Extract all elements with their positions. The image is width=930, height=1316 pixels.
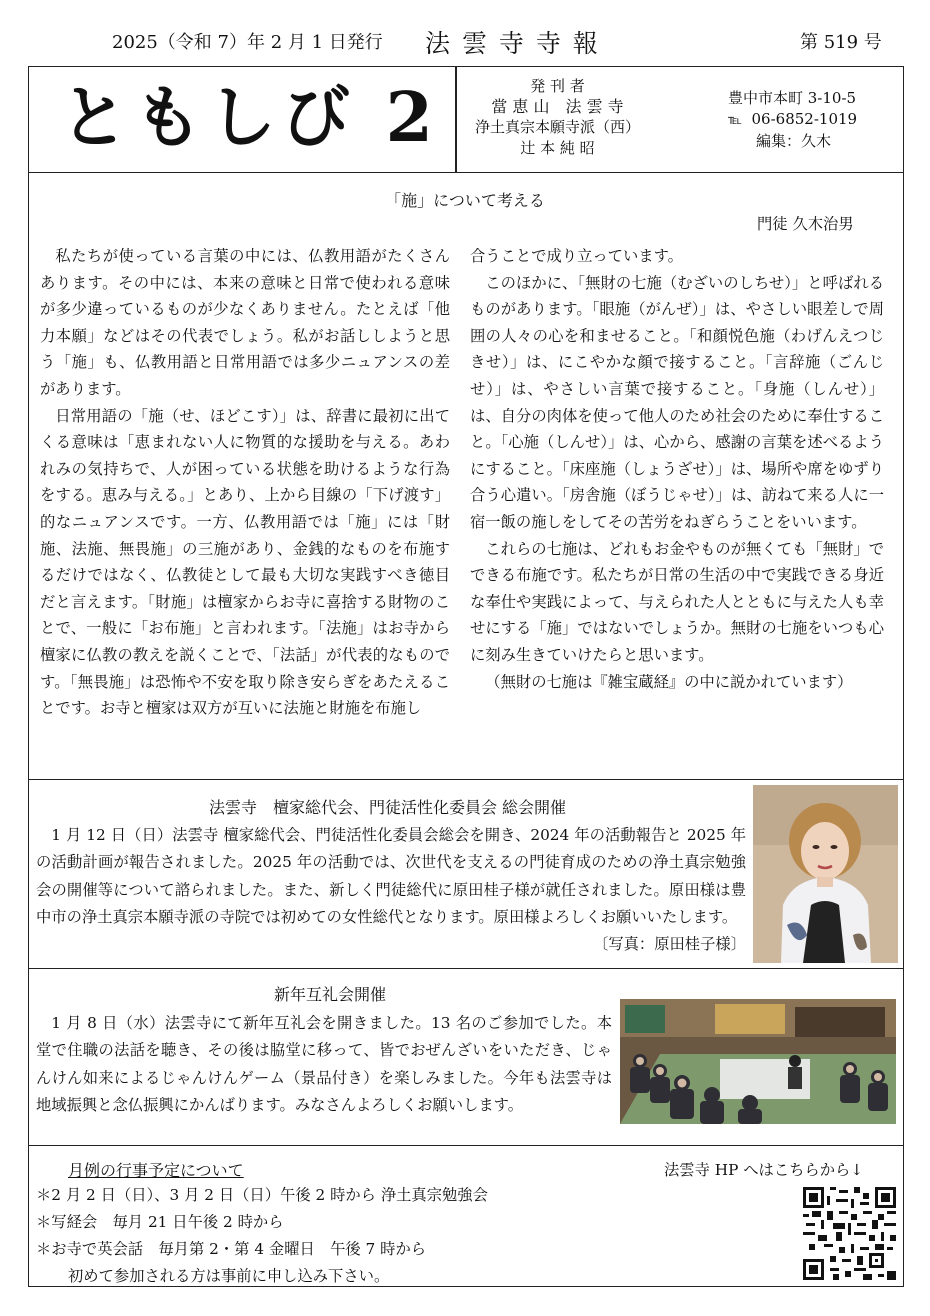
event-illustration-icon [620,999,896,1124]
article-author: 門徒 久木治男 [757,215,854,233]
hp-link-text: 法雲寺 HP へはこちらから↓ [664,1161,864,1179]
event-photo [620,999,896,1124]
meeting-paragraph: 1 月 12 日（日）法雲寺 檀家総代会、門徒活性化委員会総会を開き、2024 年の活動報告と 2025 年の活動計画が報告されました。2025 年の活動では、次世代を支えるの門徒育成のための浄土真宗勉強会の開催等について諮られました。また、新しく門徒総代に原田桂子様が就任されました。原田様は豊中市の浄土真宗本願寺派の寺院では初めての女性総代となります。原田様よろしくお願いいたします。 [36,826,746,926]
article-left-column [40,243,450,722]
newyear-text [36,1010,612,1119]
article-paragraph: これらの七施は、どれもお金やものが無くても「無財」でできる布施です。私たちが日常の生活の中で実践できる身近な奉仕や実践によって、与えられた人とともに与えた人も幸せにする「施」ではないでしょうか。無財の七施をいつも心に刻み生きていけたらと思います。 [470,539,884,664]
events-note: 初めて参加される方は事前に申し込み下さい。 [68,1267,390,1285]
article-paragraph: 合うことで成り立っています。 [470,247,683,265]
article-paragraph: 私たちが使っている言葉の中には、仏教用語がたくさんあります。その中には、本来の意味と日常で使われる意味が多少違っているものが少なくありません。たとえば「他力本願」などはその代表でしょう。私がお話ししようと思う「施」も、仏教用語と日常用語では多少ニュアンスの差があります。 [40,247,450,398]
address: 豊中市本町 3-10-5 [728,89,857,107]
events-list [36,1182,636,1290]
meeting-text [36,822,746,958]
portrait-photo [753,785,898,963]
publisher-block [470,76,645,158]
phone-label: ℡ [728,113,742,128]
priest-name: 辻 本 純 昭 [520,138,595,157]
event-item: ＊2 月 2 日（日）、3 月 2 日（日）午後 2 時から 浄土真宗勉強会 [36,1186,488,1204]
issue-number: 第 519 号 [800,32,882,53]
photo-caption: 〔写真：原田桂子様〕 [593,935,746,954]
logo-tomoshibi: ともしび 2 [60,78,439,158]
event-item: ＊お寺で英会話 毎月第 2・第 4 金曜日 午後 7 時から [36,1240,427,1258]
event-item: ＊写経会 毎月 21 日午後 2 時から [36,1213,284,1231]
portrait-illustration-icon [753,785,898,963]
article-note: （無財の七施は『雑宝蔵経』の中に説かれています） [485,672,853,691]
issue-date: 2025（令和 7）年 2 月 1 日発行 [112,32,383,53]
article-right-column [470,243,884,695]
newyear-title: 新年互礼会開催 [273,985,386,1004]
contact-block [728,88,857,152]
meeting-title: 法雲寺 檀家総代会、門徒活性化委員会 総会開催 [208,798,567,817]
sect-name: 浄土真宗本願寺派（西） [474,118,640,136]
publisher-label: 発 刊 者 [530,77,585,95]
publisher-temple: 當 恵 山 法 雲 寺 [491,96,624,116]
article-title: 「施」について考える [385,191,545,210]
paper-name: 法 雲 寺 寺 報 [425,29,600,58]
newyear-paragraph: 1 月 8 日（水）法雲寺にて新年互礼会を開きました。13 名のご参加でした。本堂で住職の法話を聴き、その後は脇堂に移って、皆でおぜんざいをいただき、じゃんけん如来によるじゃんけんゲーム（景品付き）を楽しみました。今年も法雲寺は地域振興と念仏振興にかんばります。みなさんよろしくお願いします。 [36,1014,612,1114]
qr-code-icon[interactable] [803,1187,896,1280]
phone-number: 06-6852-1019 [751,110,858,128]
article-paragraph: このほかに、「無財の七施（むざいのしちせ）」と呼ばれるものがあります。「眼施（がんぜ）」は、やさしい眼差しで周囲の人々の心を和ませること。「和顔悦色施（わげんえつじきせ）」は、にこやかな顔で接すること。「言辞施（ごんじせ）」は、やさしい言葉で接すること。「身施（しんせ）」は、自分の肉体を使って他人のため社会のために奉仕すること。「心施（しんせ）」は、心から、感謝の言葉を述べるようにすること。「床座施（しょうざせ）」は、場所や席をゆずり合う心遣い。「房舎施（ぼうじゃせ）」は、訪ねて来る人に一宿一飯の施しをしてその苦労をねぎらうことをいいます。 [470,273,884,531]
editor: 編集：久木 [756,132,832,150]
article-paragraph: 日常用語の「施（せ、ほどこす）」は、辞書に最初に出てくる意味は「恵まれない人に物質的な援助を与える。あわれみの気持ちで、人が困っている状態を助けるような行為をする。恵み与える。」とあり、上から目線の「下げ渡す」的なニュアンスです。一方、仏教用語では「施」には「財施、法施、無畏施」の三施があり、金銭的なものを布施するだけではなく、仏教徒として最も大切な実践すべき徳目だと言えます。「財施」は檀家からお寺に喜捨する財物のことで、一般に「お布施」と言われます。「法施」はお寺から檀家に仏教の教えを説くことで、「法話」が代表的なものです。「無畏施」は恐怖や不安を取り除き安らぎをあたえることです。お寺と檀家は双方が互いに法施と財施を布施し [40,406,450,718]
events-title: 月例の行事予定について [68,1161,244,1180]
